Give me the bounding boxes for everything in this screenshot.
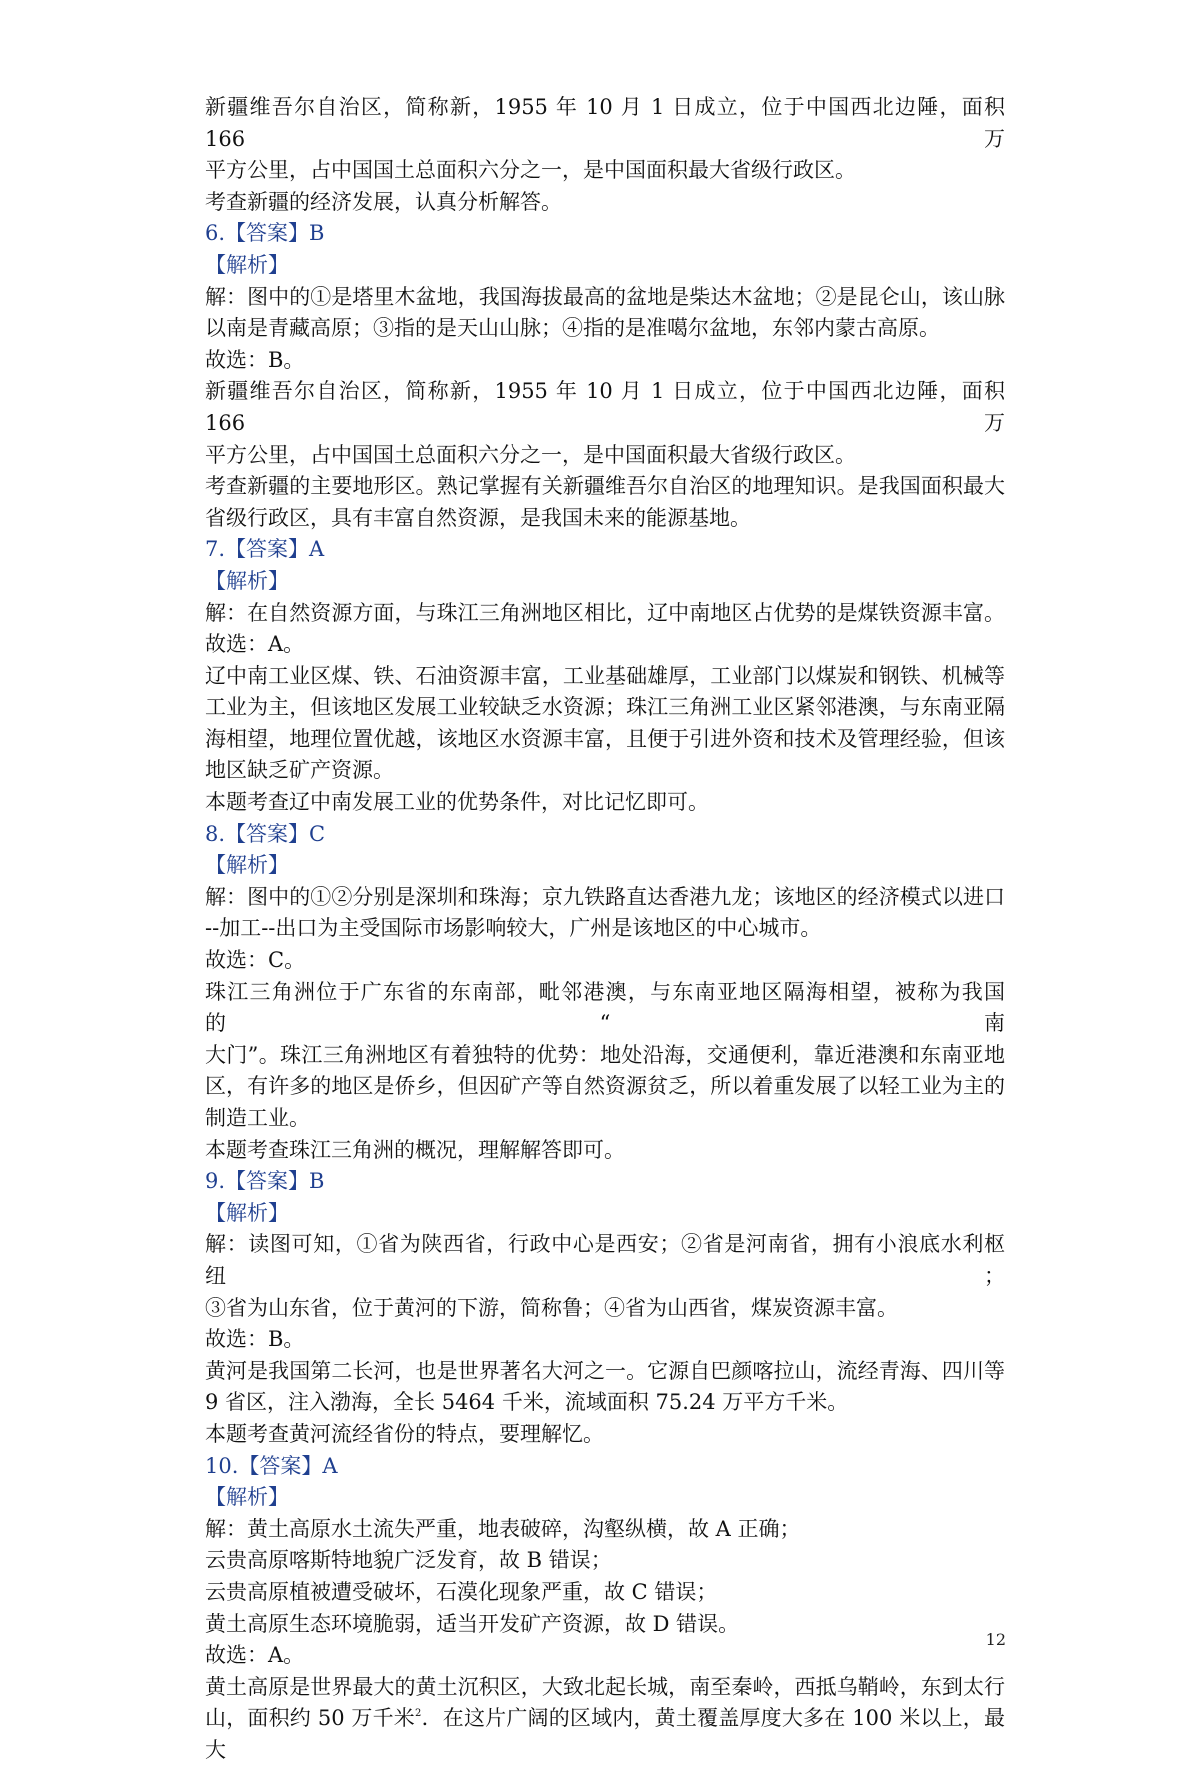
analysis-tag: 【解析】 xyxy=(205,252,289,277)
text-line: 珠江三角洲位于广东省的东南部，毗邻港澳，与东南亚地区隔海相望，被称为我国的“南 xyxy=(205,979,1005,1036)
text-line: 黄土高原是世界最大的黄土沉积区，大致北起长城，南至秦岭，西抵乌鞘岭，东到太行 xyxy=(205,1674,1005,1699)
analysis-tag: 【解析】 xyxy=(205,568,289,593)
analysis-tag: 【解析】 xyxy=(205,1485,289,1510)
analysis-tag: 【解析】 xyxy=(205,853,289,878)
page-number: 12 xyxy=(985,1630,1006,1649)
text-fragment: ．在这片广阔的区域内，黄土覆盖厚度大多在 100 米以上，最大 xyxy=(205,1706,1005,1762)
text-line: 故选：C。 xyxy=(205,948,306,973)
text-line: 故选：B。 xyxy=(205,347,305,372)
text-line: 平方公里，占中国国土总面积六分之一，是中国面积最大省级行政区。 xyxy=(205,158,856,183)
text-line: 故选：A。 xyxy=(205,1643,305,1668)
answer-heading: 6.【答案】B xyxy=(205,221,325,246)
text-line: --加工--出口为主受国际市场影响较大，广州是该地区的中心城市。 xyxy=(205,916,822,941)
text-line: 云贵高原喀斯特地貌广泛发育，故 B 错误； xyxy=(205,1548,612,1573)
text-line: ③省为山东省，位于黄河的下游，简称鲁；④省为山西省，煤炭资源丰富。 xyxy=(205,1295,898,1320)
text-line: 解：图中的①是塔里木盆地，我国海拔最高的盆地是柴达木盆地；②是昆仑山，该山脉 xyxy=(205,284,1005,309)
text-line: 考查新疆的经济发展，认真分析解答。 xyxy=(205,189,562,214)
text-fragment: 山，面积约 50 万千米 xyxy=(205,1706,415,1731)
text-line: 黄河是我国第二长河，也是世界著名大河之一。它源自巴颜喀拉山，流经青海、四川等 xyxy=(205,1358,1005,1383)
text-line: 故选：B。 xyxy=(205,1327,305,1352)
text-line: 解：黄土高原水土流失严重，地表破碎，沟壑纵横，故 A 正确； xyxy=(205,1516,801,1541)
text-line: 故选：A。 xyxy=(205,632,305,657)
answer-heading: 8.【答案】C xyxy=(205,821,326,846)
answer-heading: 7.【答案】A xyxy=(205,537,325,562)
text-line: 地区缺乏矿产资源。 xyxy=(205,758,394,783)
text-line: 工业为主，但该地区发展工业较缺乏水资源；珠江三角洲工业区紧邻港澳，与东南亚隔 xyxy=(205,695,1005,720)
text-line: 考查新疆的主要地形区。熟记掌握有关新疆维吾尔自治区的地理知识。是我国面积最大 xyxy=(205,474,1005,499)
text-line: 云贵高原植被遭受破坏，石漠化现象严重，故 C 错误； xyxy=(205,1579,718,1604)
text-line: 9 省区，注入渤海，全长 5464 千米，流域面积 75.24 万平方千米。 xyxy=(205,1390,849,1415)
answer-explanation-text xyxy=(205,92,1005,1766)
text-line: 本题考查珠江三角洲的概况，理解解答即可。 xyxy=(205,1137,625,1162)
text-line: 制造工业。 xyxy=(205,1106,310,1130)
text-line: 解：图中的①②分别是深圳和珠海；京九铁路直达香港九龙；该地区的经济模式以进口 xyxy=(205,884,1005,909)
text-line: 新疆维吾尔自治区，简称新，1955 年 10 月 1 日成立，位于中国西北边陲，面积 166 万 xyxy=(205,95,1005,151)
text-line: 黄土高原生态环境脆弱，适当开发矿产资源，故 D 错误。 xyxy=(205,1611,740,1636)
text-line: 本题考查黄河流经省份的特点，要理解忆。 xyxy=(205,1421,604,1446)
answer-heading: 9.【答案】B xyxy=(205,1169,325,1194)
superscript: 2 xyxy=(415,1708,422,1720)
text-line: 辽中南工业区煤、铁、石油资源丰富，工业基础雄厚，工业部门以煤炭和钢铁、机械等 xyxy=(205,663,1005,688)
text-line: 解：在自然资源方面，与珠江三角洲地区相比，辽中南地区占优势的是煤铁资源丰富。 xyxy=(205,600,1005,625)
text-line: 本题考查辽中南发展工业的优势条件，对比记忆即可。 xyxy=(205,790,709,815)
text-line: 新疆维吾尔自治区，简称新，1955 年 10 月 1 日成立，位于中国西北边陲，面积 166 万 xyxy=(205,379,1005,435)
text-line xyxy=(205,1703,1005,1766)
text-line: 区，有许多的地区是侨乡，但因矿产等自然资源贫乏，所以着重发展了以轻工业为主的 xyxy=(205,1074,1005,1099)
answer-heading: 10.【答案】A xyxy=(205,1453,338,1478)
text-line: 平方公里，占中国国土总面积六分之一，是中国面积最大省级行政区。 xyxy=(205,442,856,467)
text-line: 解：读图可知，①省为陕西省，行政中心是西安；②省是河南省，拥有小浪底水利枢纽； xyxy=(205,1232,1005,1288)
text-line: 海相望，地理位置优越，该地区水资源丰富，且便于引进外资和技术及管理经验，但该 xyxy=(205,726,1005,751)
text-line: 省级行政区，具有丰富自然资源，是我国未来的能源基地。 xyxy=(205,505,751,530)
text-line: 大门”。珠江三角洲地区有着独特的优势：地处沿海，交通便利，靠近港澳和东南亚地 xyxy=(205,1042,1005,1067)
analysis-tag: 【解析】 xyxy=(205,1200,289,1225)
text-line: 以南是青藏高原；③指的是天山山脉；④指的是准噶尔盆地，东邻内蒙古高原。 xyxy=(205,316,940,341)
